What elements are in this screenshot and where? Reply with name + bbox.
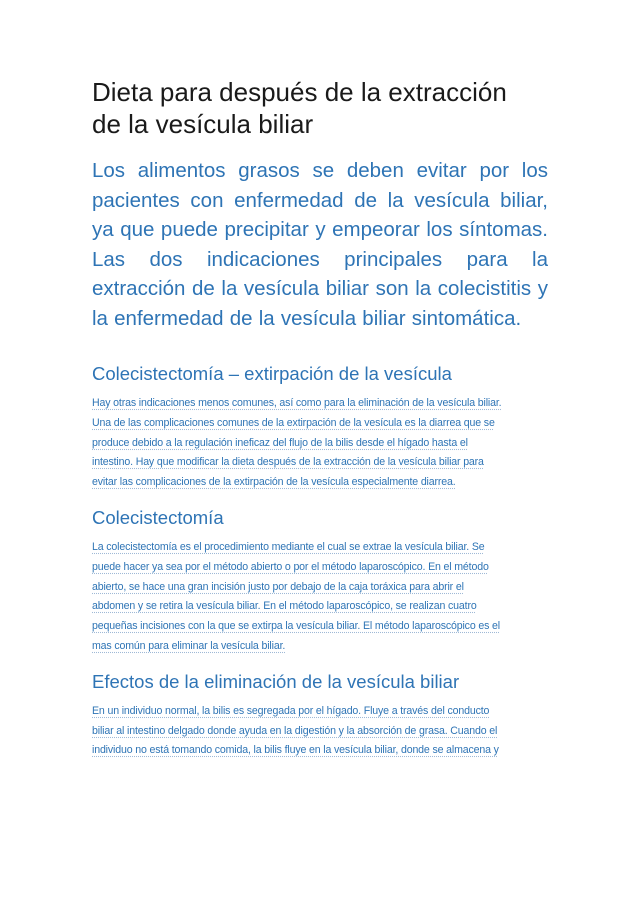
body-line: abierto, se hace una gran incisión justo por debajo de la caja toráxica para abrir el	[92, 580, 464, 593]
body-line: individuo no está tomando comida, la bilis fluye en la vesícula biliar, donde se almacena y	[92, 744, 499, 757]
section-heading-efectos: Efectos de la eliminación de la vesícula biliar	[92, 670, 460, 692]
document-title	[92, 76, 548, 140]
section-body-extirpacion	[92, 394, 548, 493]
body-line: evitar las complicaciones de la extirpación de la vesícula especialmente diarrea.	[92, 476, 456, 489]
body-line: Hay otras indicaciones menos comunes, así como para la eliminación de la vesícula biliar.	[92, 397, 502, 409]
document-page	[92, 76, 548, 761]
body-line: abdomen y se retira la vesícula biliar. En el método laparoscópico, se realizan cuatro	[92, 600, 477, 613]
body-line: puede hacer ya sea por el método abierto o por el método laparoscópico. En el método	[92, 560, 489, 573]
section-body-colecistectomia	[92, 538, 548, 657]
title-line: Dieta para después de la extracción	[92, 77, 507, 107]
body-line: biliar al intestino delgado donde ayuda en la digestión y la absorción de grasa. Cuando el	[92, 724, 498, 737]
intro-paragraph: Los alimentos grasos se deben evitar por los pacientes con enfermedad de la vesícula biliar, ya que puede precipitar y empeorar los síntomas. Las dos indicaciones principales para la extracción de la vesícula biliar son la colecistitis y la enfermedad de la vesícula biliar sintomática.	[92, 159, 548, 330]
body-line: En un individuo normal, la bilis es segregada por el hígado. Fluye a través del conducto	[92, 704, 490, 717]
body-line: pequeñas incisiones con la que se extirpa la vesícula biliar. El método laparoscópico es el	[92, 620, 500, 633]
body-line: intestino. Hay que modificar la dieta después de la extracción de la vesícula biliar para	[92, 456, 484, 469]
section-heading-colecistectomia-extirpacion: Colecistectomía – extirpación de la vesícula	[92, 363, 452, 384]
section-heading-colecistectomia: Colecistectomía	[92, 506, 224, 528]
body-line: Una de las complicaciones comunes de la extirpación de la vesícula es la diarrea que se	[92, 416, 495, 429]
section-body-efectos	[92, 702, 548, 761]
title-line: de la vesícula biliar	[92, 109, 314, 139]
body-line: La colecistectomía es el procedimiento mediante el cual se extrae la vesícula biliar. Se	[92, 540, 485, 553]
body-line: mas común para eliminar la vesícula biliar.	[92, 639, 286, 652]
body-line: produce debido a la regulación ineficaz del flujo de la bilis desde el hígado hasta el	[92, 436, 468, 449]
